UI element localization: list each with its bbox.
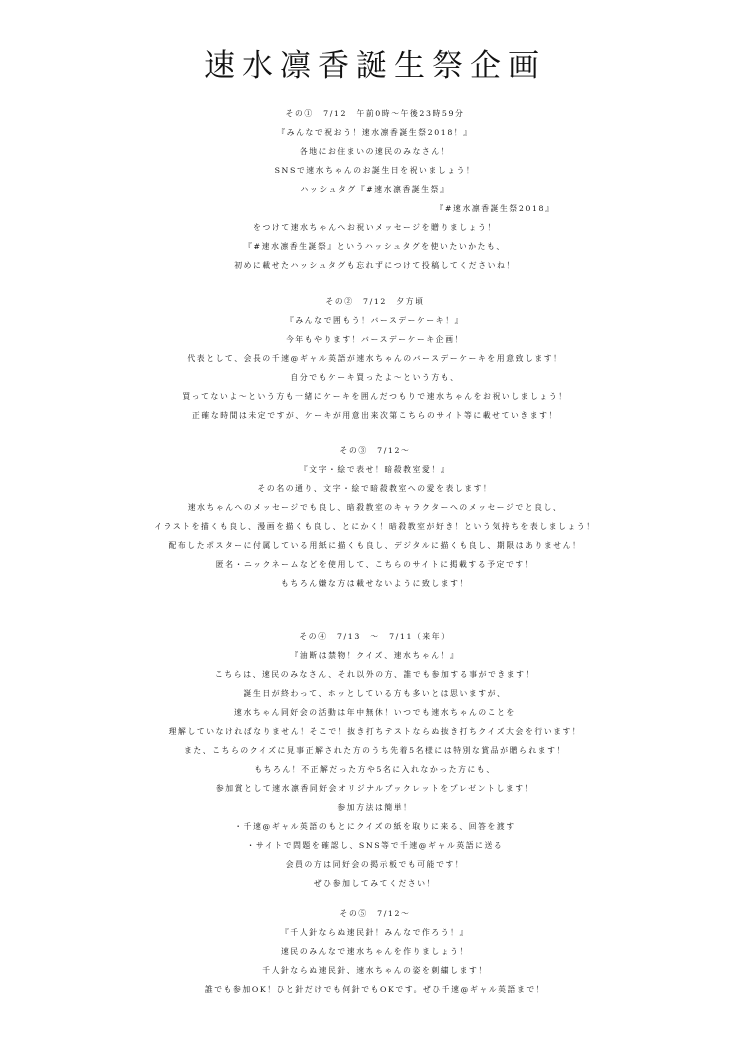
section-4 [0, 627, 750, 893]
body-line: こちらは、速民のみなさん、それ以外の方、誰でも参加する事ができます！ [215, 670, 535, 679]
body-line: イラストを描くも良し、漫画を描くも良し、とにかく！暗殺教室が好き！という気持ちを表しましょう！ [154, 522, 596, 531]
page-title: 速水凛香誕生祭企画 [204, 48, 546, 84]
body-line: 『#速水凛香生誕祭』というハッシュタグを使いたいかたも、 [244, 242, 506, 251]
body-line: 千人針ならぬ速民針、速水ちゃんの姿を刺繍します！ [262, 966, 488, 975]
body-line: ぜひ参加してみてください！ [313, 879, 437, 888]
body-line: ハッシュタグ『#速水凛香誕生祭』 [300, 185, 450, 194]
body-line: その名の通り、文字・絵で暗殺教室への愛を表します！ [257, 484, 493, 493]
body-line: 速民のみんなで速水ちゃんを作りましょう！ [281, 947, 469, 956]
body-line: 誰でも参加OK！ひと針だけでも何針でもOKです。ぜひ千速@ギャル英語まで！ [204, 985, 546, 994]
section-5 [0, 904, 750, 999]
body-line: 誕生日が終わって、ホッとしている方も多いとは思いますが、 [243, 689, 507, 698]
body-line: 会員の方は同好会の掲示板でも可能です！ [285, 860, 465, 869]
section-heading: その⑤ 7/12～ [339, 909, 411, 918]
body-line: 各地にお住まいの速民のみなさん！ [299, 147, 451, 156]
body-line: 買ってないよ～という方も一緒にケーキを囲んだつもりで速水ちゃんをお祝いしましょう！ [182, 392, 568, 401]
body-line: 理解していなければなりません！そこで！抜き打ちテストならぬ抜き打ちクイズ大会を行います！ [168, 727, 582, 736]
body-line: 代表として、会長の千速@ギャル英語が速水ちゃんのバースデーケーキを用意致します！ [187, 354, 563, 363]
body-line: 速水ちゃんへのメッセージでも良し、暗殺教室のキャラクターへのメッセージでと良し、 [187, 503, 563, 512]
section-heading: その④ 7/13 ～ 7/11（来年） [299, 632, 451, 641]
body-line: をつけて速水ちゃんへお祝いメッセージを贈りましょう！ [253, 223, 497, 232]
body-line: 匿名・ニックネームなどを使用して、こちらのサイトに掲載する予定です！ [215, 560, 535, 569]
section-heading: その② 7/12 夕方頃 [325, 297, 425, 306]
body-line: 『#速水凛香誕生祭2018』 [435, 204, 555, 213]
section-heading: その① 7/12 午前0時～午後23時59分 [285, 109, 465, 118]
body-line: SNSで速水ちゃんのお誕生日を祝いましょう！ [274, 166, 476, 175]
body-line: 自分でもケーキ買ったよ～という方も、 [290, 373, 460, 382]
section-3 [0, 441, 750, 593]
body-line: 参加方法は簡単！ [337, 803, 413, 812]
body-line: ・千速@ギャル英語のもとにクイズの紙を取りに来る、回答を渡す [234, 822, 516, 831]
body-line: 配布したポスターに付属している用紙に描くも良し、デジタルに描くも良し、期限はありません！ [168, 541, 582, 550]
body-line: 今年もやります！バースデーケーキ企画！ [286, 335, 464, 344]
section-subtitle: 『みんなで祝おう！速水凛香誕生祭2018！』 [277, 128, 473, 137]
body-line: 正確な時間は未定ですが、ケーキが用意出来次第こちらのサイト等に載せていきます！ [192, 411, 558, 420]
section-1 [0, 104, 750, 275]
section-subtitle: 『みんなで囲もう！バースデーケーキ！』 [286, 316, 464, 325]
body-line: また、こちらのクイズに見事正解された方のうち先着5名様には特別な賞品が贈られます！ [184, 746, 566, 755]
body-line: もちろん嫌な方は載せないように致します！ [281, 579, 469, 588]
section-subtitle: 『油断は禁物！クイズ、速水ちゃん！』 [290, 651, 460, 660]
section-2 [0, 292, 750, 425]
section-subtitle: 『千人針ならぬ速民針！みんなで作ろう！』 [281, 928, 469, 937]
section-subtitle: 『文字・絵で表せ！暗殺教室愛！』 [299, 465, 451, 474]
body-line: もちろん！不正解だった方や5名に入れなかった方にも、 [254, 765, 496, 774]
section-heading: その③ 7/12～ [339, 446, 411, 455]
body-line: 参加賞として速水凛香同好会オリジナルブックレットをプレゼントします！ [215, 784, 535, 793]
body-line: ・サイトで問題を確認し、SNS等で千速@ギャル英語に送る [246, 841, 504, 850]
body-line: 速水ちゃん同好会の活動は年中無休！いつでも速水ちゃんのことを [234, 708, 516, 717]
body-line: 初めに載せたハッシュタグも忘れずにつけて投稿してくださいね！ [234, 261, 516, 270]
